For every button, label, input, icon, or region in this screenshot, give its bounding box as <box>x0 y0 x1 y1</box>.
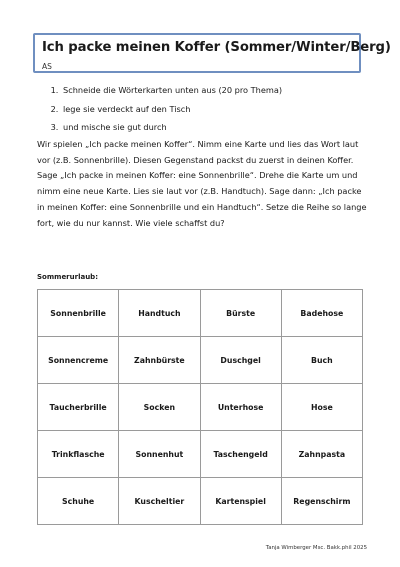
word-card: Taschengeld <box>200 431 281 478</box>
word-card: Zahnbürste <box>119 337 200 384</box>
word-card: Zahnpasta <box>281 431 362 478</box>
word-card: Schuhe <box>38 478 119 525</box>
word-card: Sonnencreme <box>38 337 119 384</box>
word-card: Sonnenhut <box>119 431 200 478</box>
step-item: 1. Schneide die Wörterkarten unten aus (20 pro Thema) <box>61 81 381 100</box>
word-card: Sonnenbrille <box>38 290 119 337</box>
card-row <box>38 337 363 384</box>
word-card: Handtuch <box>119 290 200 337</box>
word-card: Regenschirm <box>281 478 362 525</box>
footer-author: Tanja Wimberger Msc. Bakk.phil 2025 <box>265 545 367 551</box>
section-label: Sommerurlaub: <box>37 273 98 281</box>
card-row <box>38 384 363 431</box>
word-card: Hose <box>281 384 362 431</box>
word-card-grid <box>37 289 363 525</box>
word-card: Buch <box>281 337 362 384</box>
card-row <box>38 290 363 337</box>
card-row <box>38 478 363 525</box>
step-item: 3. und mische sie gut durch <box>61 118 381 137</box>
word-card: Trinkflasche <box>38 431 119 478</box>
word-card: Kartenspiel <box>200 478 281 525</box>
word-card: Unterhose <box>200 384 281 431</box>
card-row <box>38 431 363 478</box>
word-card: Badehose <box>281 290 362 337</box>
title-box <box>33 33 391 73</box>
page-subtitle: AS <box>42 62 52 71</box>
instruction-steps <box>33 81 381 137</box>
word-card: Socken <box>119 384 200 431</box>
step-item: 2. lege sie verdeckt auf den Tisch <box>61 100 381 119</box>
word-card: Taucherbrille <box>38 384 119 431</box>
word-card: Bürste <box>200 290 281 337</box>
word-card: Duschgel <box>200 337 281 384</box>
instructions-paragraph: Wir spielen „Ich packe meinen Koffer“. Nimm eine Karte und lies das Wort laut vor (z.B. Sonnenbrille). Diesen Gegenstand packst du zuerst in deinen Koffer. Sage „Ich packe in meinen Koffer: eine Sonnenbrille“. Drehe die Karte um und nimm eine neue Karte. Lies sie laut vor (z.B. Handtuch). Sage dann: „Ich packe in meinen Koffer: eine Sonnenbrille und ein Handtuch“. Setze die Reihe so lange fort, wie du nur kannst. Wie viele schaffst du? <box>37 139 367 228</box>
page-title: Ich packe meinen Koffer (Sommer/Winter/Berg) <box>42 40 391 55</box>
word-card: Kuscheltier <box>119 478 200 525</box>
